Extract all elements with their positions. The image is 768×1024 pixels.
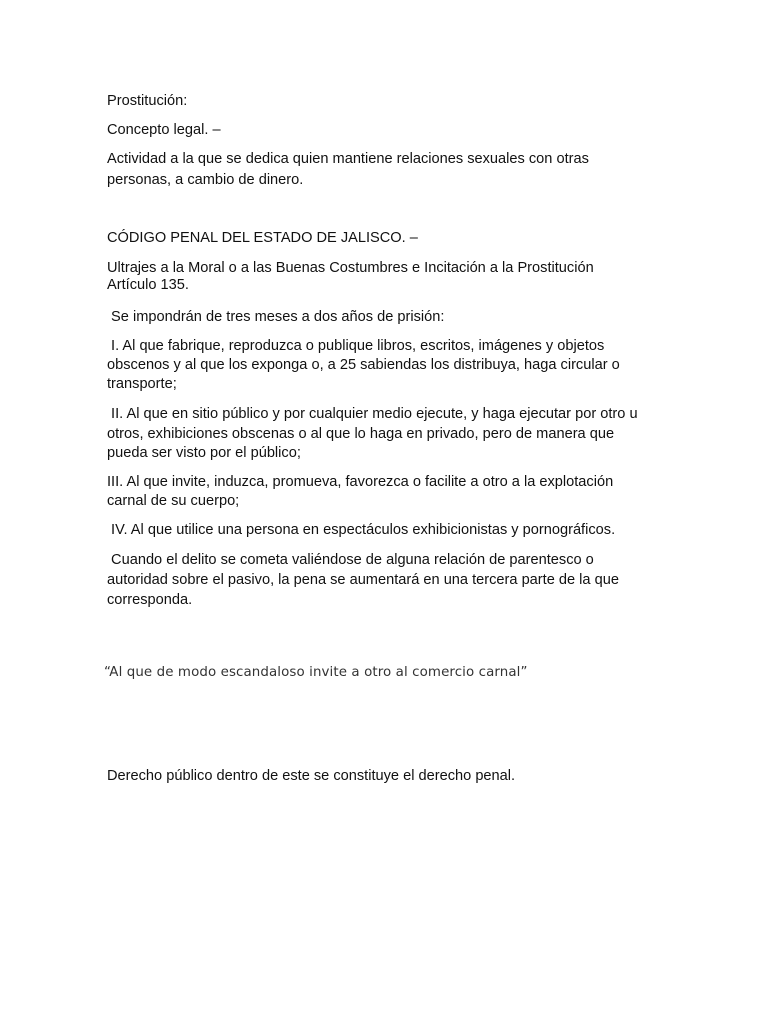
- clause-line: obscenos y al que los exponga o, a 25 sabiendas los distribuya, haga circular o: [107, 357, 620, 373]
- clause-line: pueda ser visto por el público;: [107, 445, 301, 461]
- clause-line: III. Al que invite, induzca, promueva, favorezca o facilite a otro a la explotación: [107, 474, 614, 490]
- clause-line: I. Al que fabrique, reproduzca o publique libros, escritos, imágenes y objetos: [107, 338, 605, 354]
- code-title: CÓDIGO PENAL DEL ESTADO DE JALISCO. –: [107, 230, 418, 246]
- aggravation-line: corresponda.: [107, 592, 193, 608]
- closing-paragraph: Derecho público dentro de este se constituye el derecho penal.: [107, 768, 516, 784]
- penalty-intro: Se impondrán de tres meses a dos años de prisión:: [107, 309, 445, 325]
- definition-line: personas, a cambio de dinero.: [107, 172, 304, 188]
- clause-line: II. Al que en sitio público y por cualquier medio ejecute, y haga ejecutar por otro u: [107, 406, 638, 422]
- clause-line: transporte;: [107, 376, 177, 392]
- definition-line: Actividad a la que se dedica quien mantiene relaciones sexuales con otras: [107, 151, 589, 167]
- concept-title: Concepto legal. –: [107, 122, 221, 138]
- clause-line: otros, exhibiciones obscenas o al que lo haga en privado, pero de manera que: [107, 426, 615, 442]
- clause-line: carnal de su cuerpo;: [107, 493, 240, 509]
- section-title-line: Artículo 135.: [107, 277, 189, 293]
- clause-4-paragraph: IV. Al que utilice una persona en espectáculos exhibicionistas y pornográficos.: [107, 522, 616, 538]
- heading-prostitucion: Prostitución:: [107, 93, 188, 109]
- quoted-text: “Al que de modo escandaloso invite a otro al comercio carnal”: [104, 665, 528, 681]
- aggravation-line: autoridad sobre el pasivo, la pena se aumentará en una tercera parte de la que: [107, 572, 619, 588]
- section-title-line: Ultrajes a la Moral o a las Buenas Costumbres e Incitación a la Prostitución: [107, 260, 594, 276]
- aggravation-line: Cuando el delito se cometa valiéndose de alguna relación de parentesco o: [107, 552, 594, 568]
